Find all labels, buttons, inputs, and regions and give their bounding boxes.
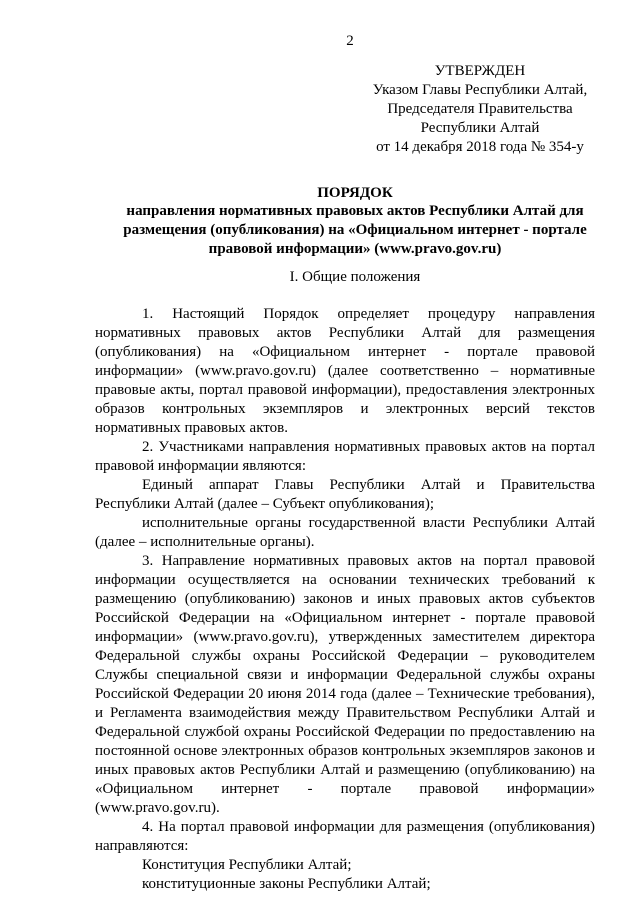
approval-line: Указом Главы Республики Алтай, [372, 82, 588, 98]
paragraph: Конституция Республики Алтай; [142, 857, 352, 873]
paragraph: Единый аппарат Главы Республики Алтай и Правительства Республики Алтай (далее – Субъект опубликования); [95, 477, 595, 512]
approval-line: Республики Алтай [420, 120, 540, 136]
approval-date: от 14 декабря 2018 года № 354-у [376, 139, 584, 155]
paragraph: исполнительные органы государственной власти Республики Алтай (далее – исполнительные органы). [95, 515, 595, 550]
paragraph: конституционные законы Республики Алтай; [142, 876, 431, 892]
paragraph: 4. На портал правовой информации для размещения (опубликования) направляются: [95, 819, 595, 854]
approval-title: УТВЕРЖДЕН [434, 63, 526, 79]
page-number: 2 [346, 33, 354, 49]
paragraph: 2. Участниками направления нормативных правовых актов на портал правовой информации являются: [95, 439, 595, 474]
section-heading: I. Общие положения [289, 269, 421, 285]
document-body [95, 305, 595, 894]
paragraph: 3. Направление нормативных правовых актов на портал правовой информации осуществляется на основании технических требований к размещению (опубликованию) законов и иных правовых актов субъектов Российской Федерации на «Официальном интернет - портале правовой информации» (www.pravo.gov.ru), утвержденных заместителем директора Федеральной службы охраны Российской Федерации – руководителем Службы специальной связи и информации Федеральной службы охраны Российской Федерации 20 июня 2014 года (далее – Технические требования), и Регламента взаимодействия между Правительством Республики Алтай и Федеральной службой охраны Российской Федерации по предоставлению на постоянной основе электронных образов контрольных экземпляров законов и иных правовых актов Республики Алтай и размещению (опубликованию) на «Официальном интернет - портале правовой информации» (www.pravo.gov.ru). [95, 553, 595, 816]
paragraph: 1. Настоящий Порядок определяет процедуру направления нормативных правовых актов Республики Алтай для размещения (опубликования) на «Официальном интернет - портале правовой информации» (www.pravo.gov.ru) (далее соответственно – нормативные правовые акты, портал правовой информации), предоставления электронных образов контрольных экземпляров и электронных версий текстов нормативных правовых актов. [95, 306, 595, 436]
approval-line: Председателя Правительства [387, 101, 573, 117]
approval-block [355, 62, 605, 157]
document-title: ПОРЯДОК [317, 185, 393, 201]
document-subtitle: направления нормативных правовых актов Республики Алтай для размещения (опубликования) на «Официальном интернет - портале правовой информации» (www.pravo.gov.ru) [123, 203, 587, 257]
